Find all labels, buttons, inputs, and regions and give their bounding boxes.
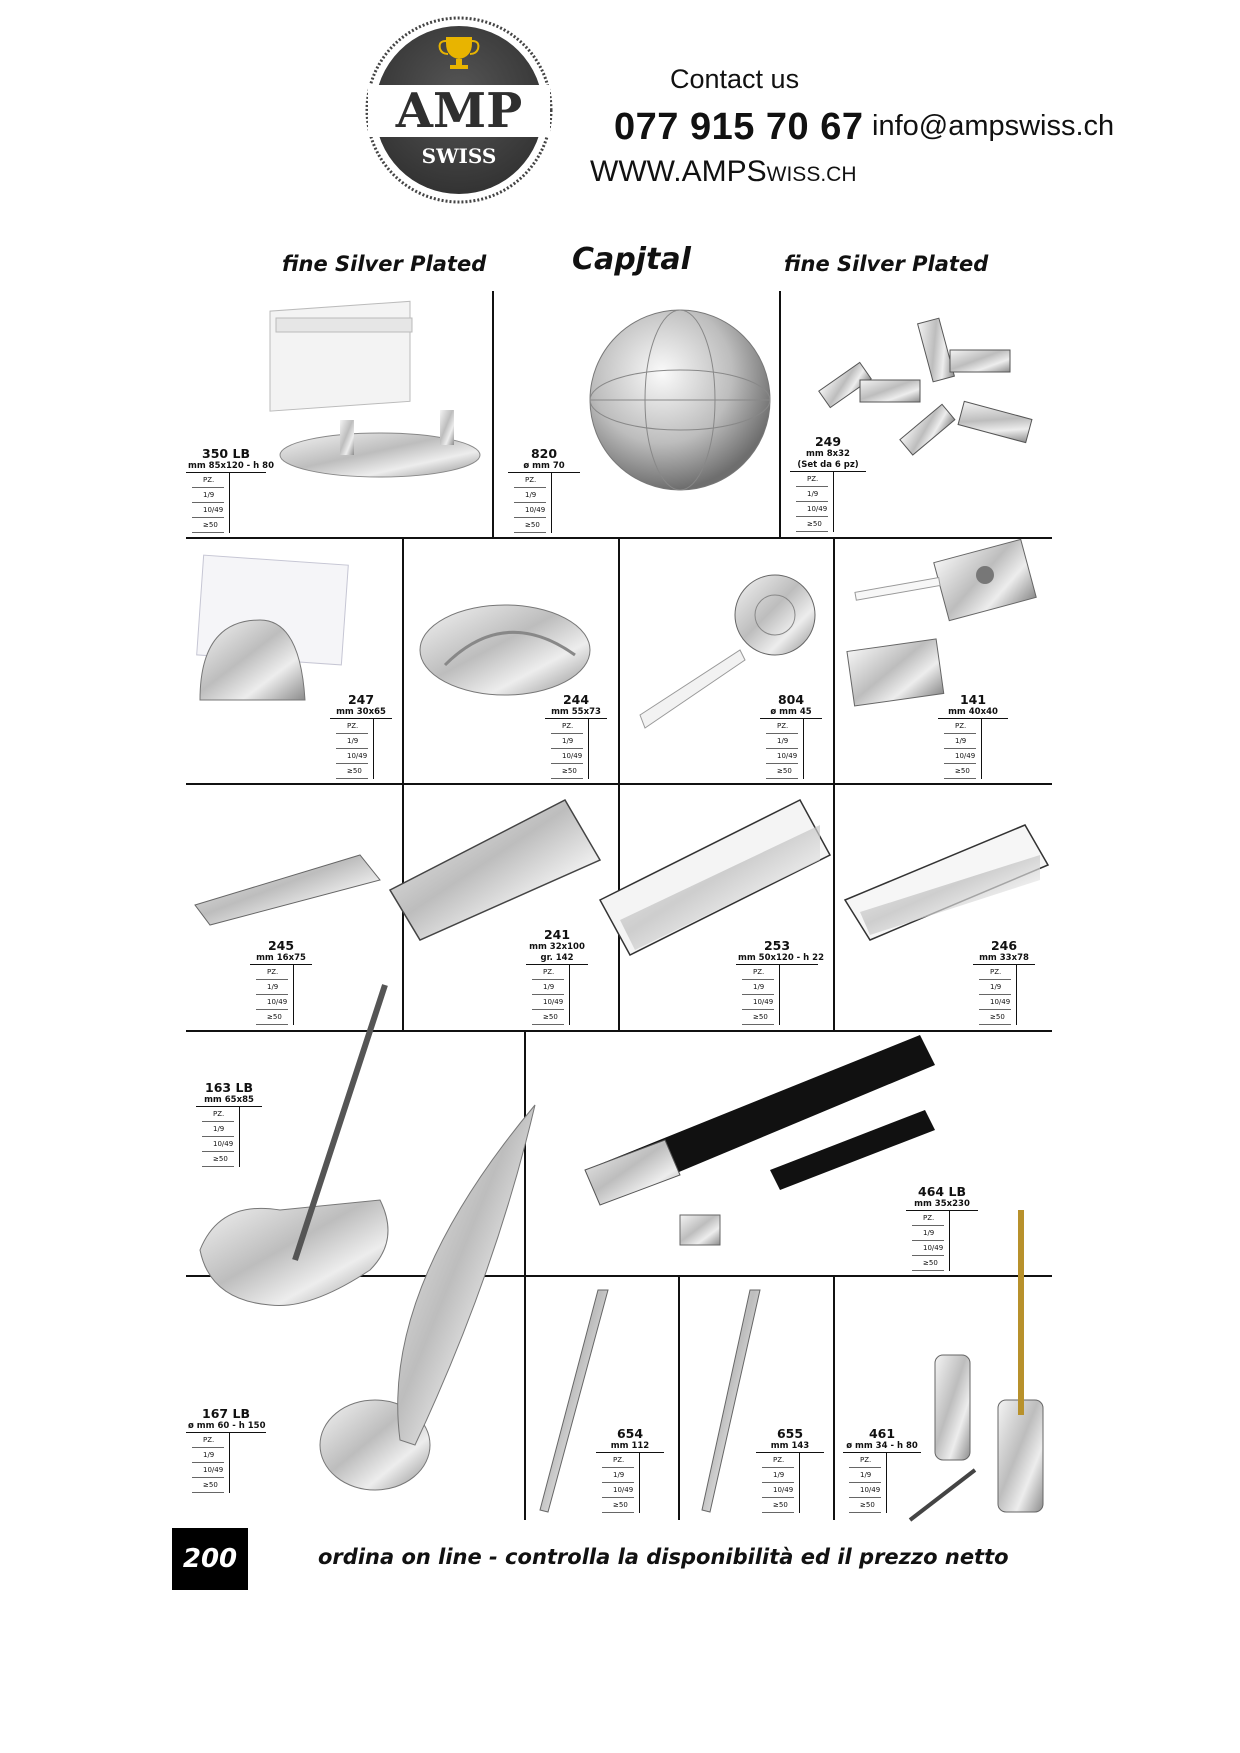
qty-tier: ≥50 bbox=[192, 518, 224, 533]
product-code: 245 bbox=[267, 938, 295, 953]
qty-tier: 10/49 bbox=[532, 995, 564, 1010]
qty-tier-table bbox=[944, 719, 1008, 779]
qty-tier: PZ. bbox=[944, 719, 976, 734]
qty-tier: PZ. bbox=[912, 1211, 944, 1226]
qty-tier: PZ. bbox=[766, 719, 798, 734]
qty-tier: ≥50 bbox=[762, 1498, 794, 1513]
qty-tier: PZ. bbox=[532, 965, 564, 980]
product-image-241 bbox=[390, 800, 600, 940]
qty-tier-table bbox=[796, 472, 866, 532]
qty-tier-table bbox=[979, 965, 1035, 1025]
product-dimensions: ø mm 34 - h 80 bbox=[843, 1441, 921, 1453]
product-code: 244 bbox=[562, 692, 590, 707]
qty-tier: ≥50 bbox=[336, 764, 368, 779]
qty-tier: 1/9 bbox=[602, 1468, 634, 1483]
qty-tier: 10/49 bbox=[849, 1483, 881, 1498]
product-dimensions: mm 16x75 bbox=[250, 953, 312, 965]
qty-tier: PZ. bbox=[202, 1107, 234, 1122]
product-dimensions: mm 65x85 bbox=[196, 1095, 262, 1107]
qty-tier: 10/49 bbox=[979, 995, 1011, 1010]
product-dimensions: ø mm 45 bbox=[760, 707, 822, 719]
product-dimensions: ø mm 60 - h 150 bbox=[188, 1421, 266, 1431]
qty-tier: 10/49 bbox=[192, 503, 224, 518]
qty-tier-table bbox=[202, 1107, 262, 1167]
product-label bbox=[906, 1185, 978, 1271]
product-label bbox=[736, 938, 825, 1025]
product-dimensions: mm 55x73 bbox=[545, 707, 607, 719]
qty-tier: 10/49 bbox=[551, 749, 583, 764]
qty-tier: ≥50 bbox=[551, 764, 583, 779]
qty-tier: 1/9 bbox=[796, 487, 828, 502]
qty-tier: PZ. bbox=[514, 473, 546, 488]
qty-tier-table bbox=[742, 965, 818, 1025]
qty-tier-table bbox=[912, 1211, 978, 1271]
qty-tier: PZ. bbox=[979, 965, 1011, 980]
qty-tier: ≥50 bbox=[532, 1010, 564, 1025]
product-dimensions: mm 85x120 - h 80 bbox=[188, 461, 275, 471]
product-code: 461 bbox=[868, 1426, 896, 1441]
qty-tier: 10/49 bbox=[514, 503, 546, 518]
qty-tier: 10/49 bbox=[192, 1463, 224, 1478]
qty-tier: 1/9 bbox=[256, 980, 288, 995]
product-label bbox=[596, 1427, 664, 1513]
website-link[interactable]: WWW.AMPSWISS.CH bbox=[590, 155, 857, 188]
qty-tier: ≥50 bbox=[796, 517, 828, 532]
product-label bbox=[508, 447, 580, 533]
product-code: 350 LB bbox=[202, 446, 250, 461]
product-label bbox=[973, 939, 1035, 1025]
qty-tier: ≥50 bbox=[849, 1498, 881, 1513]
product-code: 247 bbox=[347, 692, 375, 707]
product-code: 246 bbox=[990, 938, 1018, 953]
qty-tier: 10/49 bbox=[602, 1483, 634, 1498]
qty-tier: 1/9 bbox=[514, 488, 546, 503]
product-dimensions: mm 35x230 bbox=[906, 1199, 978, 1211]
qty-tier-table bbox=[762, 1453, 824, 1513]
qty-tier-table bbox=[514, 473, 580, 533]
qty-tier: PZ. bbox=[849, 1453, 881, 1468]
product-dimensions: mm 32x100 bbox=[529, 942, 585, 952]
qty-tier: 1/9 bbox=[532, 980, 564, 995]
product-image-141 bbox=[847, 539, 1036, 706]
product-dimensions: mm 8x32 bbox=[806, 449, 850, 459]
product-image-245 bbox=[195, 855, 380, 925]
left-subtitle: fine Silver Plated bbox=[282, 252, 487, 276]
qty-tier: ≥50 bbox=[979, 1010, 1011, 1025]
qty-tier: ≥50 bbox=[202, 1152, 234, 1167]
product-label bbox=[545, 693, 607, 779]
product-label bbox=[790, 435, 866, 532]
product-dimensions: mm 50x120 - h 22 bbox=[738, 953, 825, 963]
qty-tier: 10/49 bbox=[256, 995, 288, 1010]
qty-tier: 1/9 bbox=[944, 734, 976, 749]
qty-tier: PZ. bbox=[336, 719, 368, 734]
qty-tier: 10/49 bbox=[202, 1137, 234, 1152]
product-code: 253 bbox=[763, 938, 791, 953]
footer-order-online-text[interactable]: ordina on line - controlla la disponibilità ed il prezzo netto bbox=[318, 1545, 1009, 1569]
qty-tier: 1/9 bbox=[336, 734, 368, 749]
qty-tier: ≥50 bbox=[256, 1010, 288, 1025]
qty-tier-table bbox=[336, 719, 392, 779]
right-subtitle: fine Silver Plated bbox=[784, 252, 989, 276]
product-label bbox=[756, 1427, 824, 1513]
qty-tier: 1/9 bbox=[192, 1448, 224, 1463]
qty-tier: 10/49 bbox=[742, 995, 774, 1010]
product-label bbox=[196, 1081, 262, 1167]
qty-tier: 10/49 bbox=[336, 749, 368, 764]
product-code: 141 bbox=[959, 692, 987, 707]
qty-tier-table bbox=[256, 965, 312, 1025]
contact-label: Contact us bbox=[670, 64, 800, 94]
qty-tier-table bbox=[532, 965, 588, 1025]
qty-tier-table bbox=[849, 1453, 921, 1513]
product-dimensions: mm 40x40 bbox=[938, 707, 1008, 719]
product-code: 804 bbox=[777, 692, 805, 707]
qty-tier: PZ. bbox=[256, 965, 288, 980]
qty-tier: PZ. bbox=[192, 473, 224, 488]
page-number: 200 bbox=[172, 1528, 248, 1590]
qty-tier: ≥50 bbox=[944, 764, 976, 779]
qty-tier-table bbox=[766, 719, 822, 779]
qty-tier: 10/49 bbox=[944, 749, 976, 764]
product-label bbox=[186, 1407, 266, 1493]
product-note: (Set da 6 pz) bbox=[790, 460, 866, 472]
product-code: 241 bbox=[543, 927, 571, 942]
product-code: 249 bbox=[814, 434, 842, 449]
qty-tier: ≥50 bbox=[514, 518, 546, 533]
qty-tier: 1/9 bbox=[551, 734, 583, 749]
qty-tier-table bbox=[602, 1453, 664, 1513]
qty-tier: 10/49 bbox=[796, 502, 828, 517]
product-dimensions: mm 30x65 bbox=[330, 707, 392, 719]
product-label bbox=[843, 1427, 921, 1513]
product-image-167lb bbox=[320, 1105, 535, 1490]
product-label bbox=[250, 939, 312, 1025]
qty-tier: PZ. bbox=[192, 1433, 224, 1448]
qty-tier: 1/9 bbox=[979, 980, 1011, 995]
product-label bbox=[186, 446, 275, 533]
product-image-350lb bbox=[270, 301, 480, 477]
qty-tier: 1/9 bbox=[762, 1468, 794, 1483]
logo-brand-text: AMP bbox=[395, 83, 523, 139]
product-dimensions: mm 143 bbox=[756, 1441, 824, 1453]
qty-tier: 1/9 bbox=[742, 980, 774, 995]
product-code: 167 LB bbox=[202, 1406, 250, 1421]
product-image-246 bbox=[845, 825, 1048, 940]
product-dimensions: mm 112 bbox=[596, 1441, 664, 1453]
qty-tier: 1/9 bbox=[766, 734, 798, 749]
qty-tier-table bbox=[551, 719, 607, 779]
qty-tier: PZ. bbox=[602, 1453, 634, 1468]
qty-tier: 1/9 bbox=[202, 1122, 234, 1137]
qty-tier: 1/9 bbox=[912, 1226, 944, 1241]
qty-tier: PZ. bbox=[742, 965, 774, 980]
product-image-820 bbox=[590, 310, 770, 490]
qty-tier: 10/49 bbox=[912, 1241, 944, 1256]
qty-tier-table bbox=[192, 473, 266, 533]
product-label bbox=[526, 928, 588, 1025]
email-link[interactable]: info@ampswiss.ch bbox=[872, 110, 1115, 142]
product-dimensions: ø mm 70 bbox=[508, 461, 580, 473]
phone-number[interactable]: 077 915 70 67 bbox=[614, 106, 864, 148]
product-image-253 bbox=[600, 800, 830, 955]
product-note: gr. 142 bbox=[526, 953, 588, 965]
product-image-244 bbox=[420, 605, 590, 695]
product-code: 464 LB bbox=[918, 1184, 966, 1199]
qty-tier: ≥50 bbox=[192, 1478, 224, 1493]
product-image-655 bbox=[702, 1290, 760, 1512]
product-code: 820 bbox=[530, 446, 558, 461]
qty-tier: ≥50 bbox=[742, 1010, 774, 1025]
product-image-464lb bbox=[585, 1035, 935, 1245]
qty-tier: PZ. bbox=[551, 719, 583, 734]
qty-tier: 10/49 bbox=[766, 749, 798, 764]
product-code: 163 LB bbox=[205, 1080, 253, 1095]
product-label bbox=[330, 693, 392, 779]
product-dimensions: mm 33x78 bbox=[973, 953, 1035, 965]
product-label bbox=[760, 693, 822, 779]
qty-tier: ≥50 bbox=[766, 764, 798, 779]
collection-title: Capjtal bbox=[572, 242, 691, 277]
qty-tier: PZ. bbox=[796, 472, 828, 487]
product-code: 654 bbox=[616, 1426, 644, 1441]
logo-tagline: SWISS bbox=[421, 144, 497, 168]
qty-tier-table bbox=[192, 1433, 266, 1493]
qty-tier: 1/9 bbox=[849, 1468, 881, 1483]
product-image-247 bbox=[197, 555, 349, 700]
qty-tier: 1/9 bbox=[192, 488, 224, 503]
product-code: 655 bbox=[776, 1426, 804, 1441]
qty-tier: 10/49 bbox=[762, 1483, 794, 1498]
qty-tier: ≥50 bbox=[602, 1498, 634, 1513]
product-label bbox=[938, 693, 1008, 779]
qty-tier: PZ. bbox=[762, 1453, 794, 1468]
qty-tier: ≥50 bbox=[912, 1256, 944, 1271]
